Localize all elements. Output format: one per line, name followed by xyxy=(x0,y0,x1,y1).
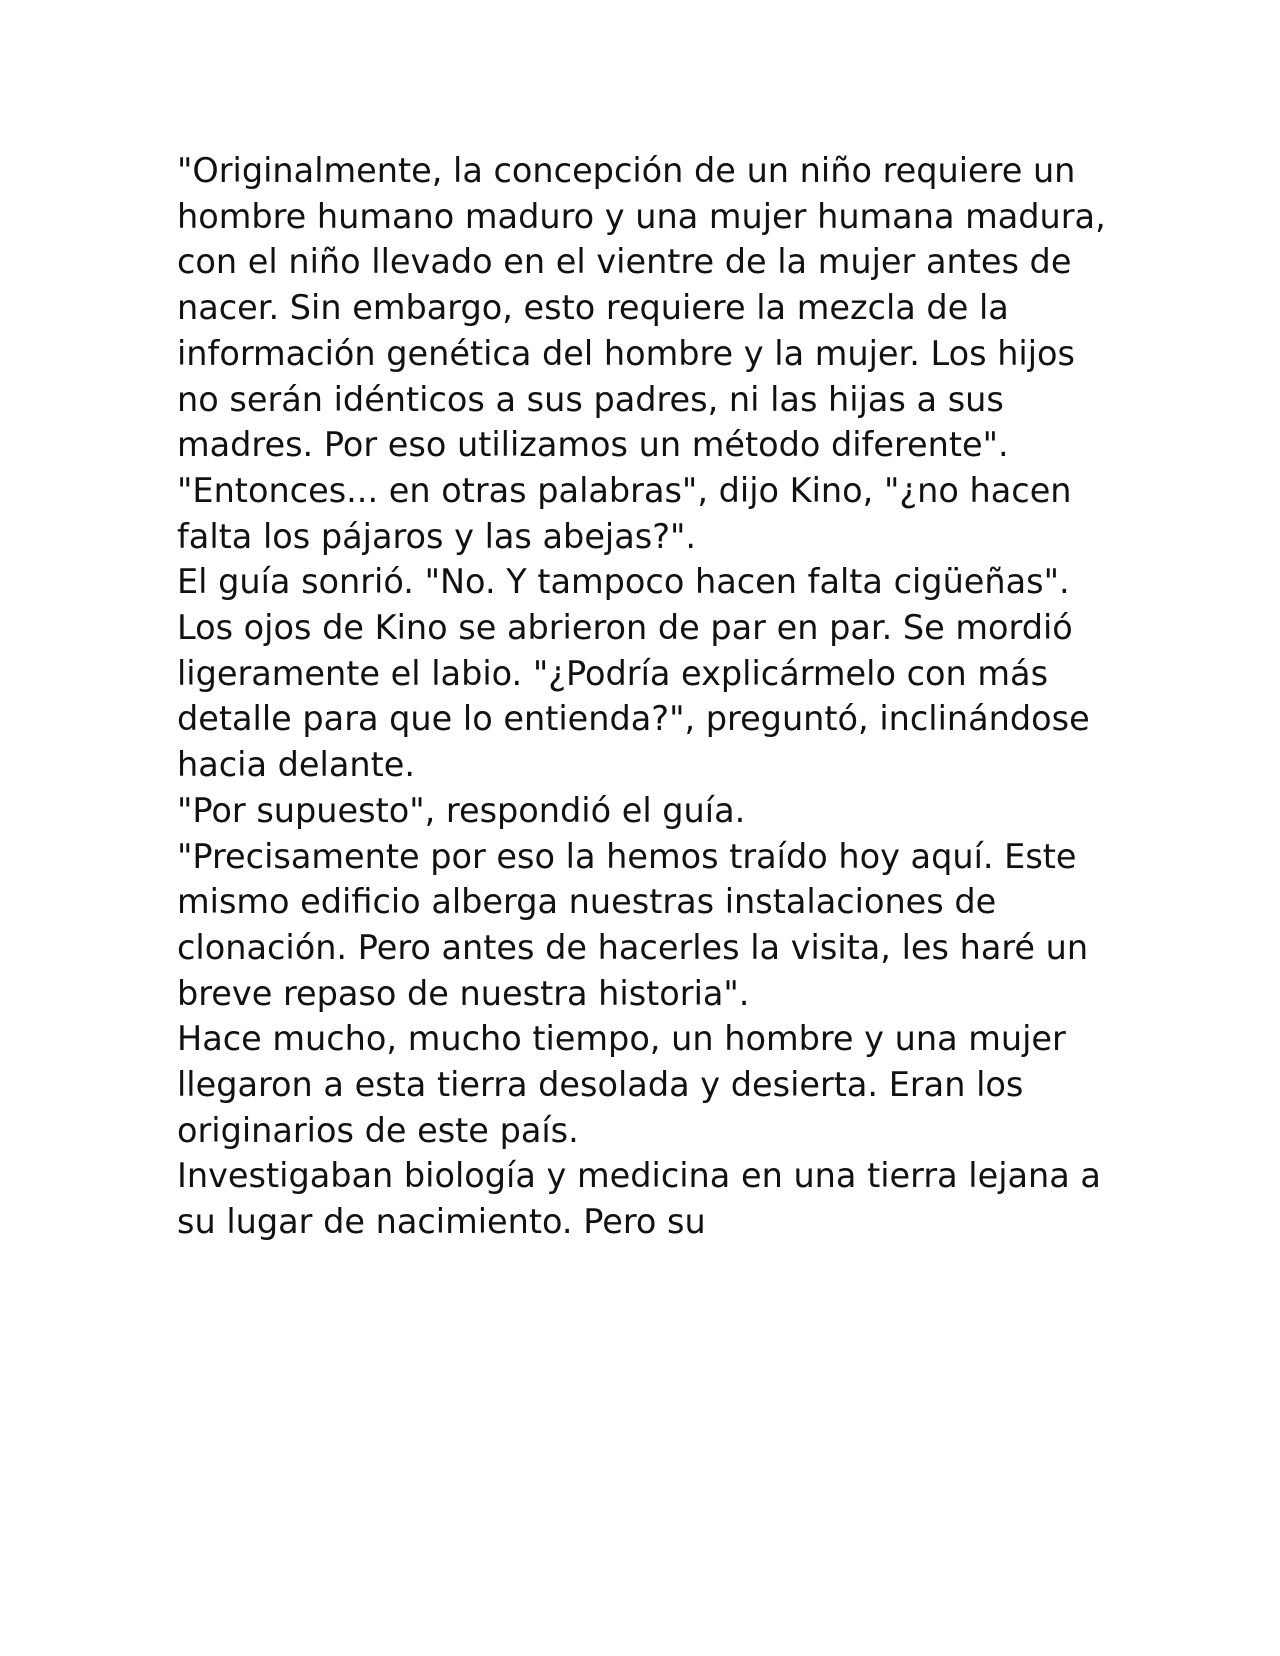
paragraph-6: "Precisamente por eso la hemos traído hoy aquí. Este mismo edificio alberga nuestras instalaciones de clonación. Pero antes de hacerles la visita, les haré un breve repaso de nuestra historia". xyxy=(177,836,1089,1013)
paragraph-2: "Entonces... en otras palabras", dijo Kino, "¿no hacen falta los pájaros y las abejas?". xyxy=(177,470,1072,556)
paragraph-7: Hace mucho, mucho tiempo, un hombre y una mujer llegaron a esta tierra desolada y desierta. Eran los originarios de este país. xyxy=(177,1019,1066,1150)
document-page xyxy=(177,148,1117,1245)
paragraph-5: "Por supuesto", respondió el guía. xyxy=(177,790,746,830)
paragraph-1: "Originalmente, la concepción de un niño requiere un hombre humano maduro y una mujer humana madura, con el niño llevado en el vientre de la mujer antes de nacer. Sin embargo, esto requiere la mezcla de la información genética del hombre y la mujer. Los hijos no serán idénticos a sus padres, ni las hijas a sus madres. Por eso utilizamos un método diferente". xyxy=(177,151,1106,465)
paragraph-8: Investigaban biología y medicina en una tierra lejana a su lugar de nacimiento. Pero su xyxy=(177,1156,1101,1242)
paragraph-4: Los ojos de Kino se abrieron de par en par. Se mordió ligeramente el labio. "¿Podría explicármelo con más detalle para que lo entienda?", preguntó, inclinándose hacia delante. xyxy=(177,608,1090,785)
paragraph-3: El guía sonrió. "No. Y tampoco hacen falta cigüeñas". xyxy=(177,562,1070,602)
